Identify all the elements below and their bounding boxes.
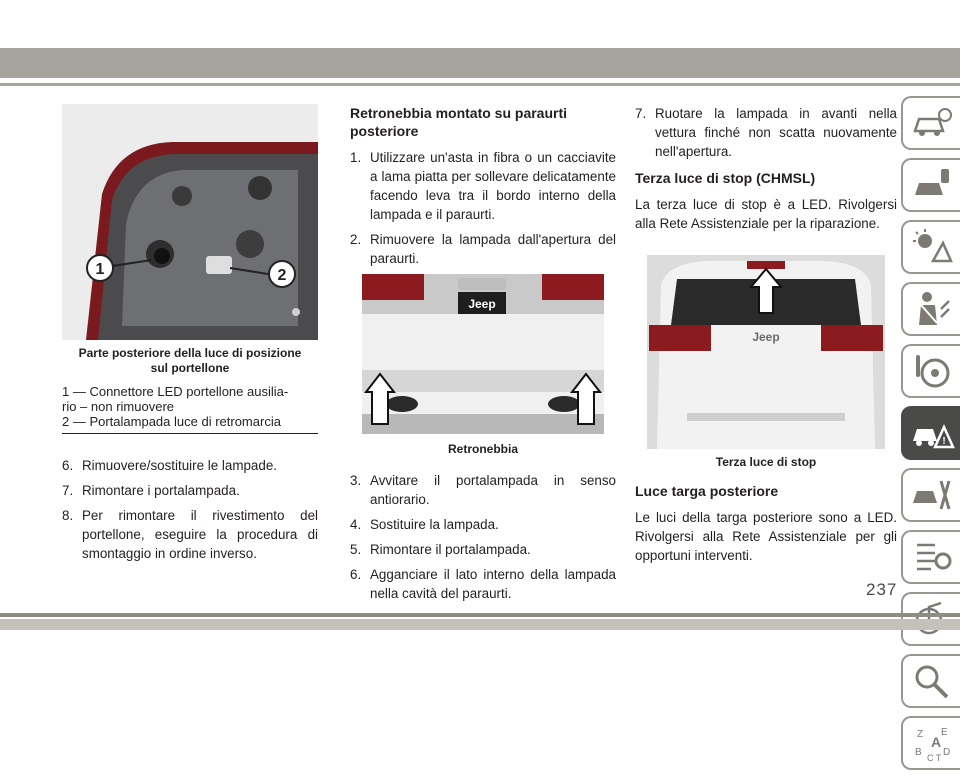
tab-car-info[interactable] bbox=[901, 96, 960, 150]
svg-text:Z: Z bbox=[916, 729, 923, 740]
list-item: 6. Agganciare il lato interno della lampada nella cavità del paraurti. bbox=[350, 567, 616, 601]
figure-tail-lamp-rear bbox=[62, 104, 318, 340]
steps-list-middle-b bbox=[350, 471, 616, 603]
figure-caption: Parte posteriore della luce di posizione sul portellone bbox=[78, 346, 302, 375]
list-item: 8. Per rimontare il rivestimento del portellone, eseguire la procedura di smontaggio in ordine inverso. bbox=[62, 508, 318, 561]
tab-dashboard[interactable] bbox=[901, 220, 960, 274]
list-item: 5. Rimontare il portalampada. bbox=[350, 542, 531, 557]
list-item: 3. Avvitare il portalampada in senso antiorario. bbox=[350, 473, 616, 507]
tab-specifications[interactable] bbox=[901, 530, 960, 584]
steering-wheel-icon bbox=[911, 351, 953, 391]
search-index-icon bbox=[911, 661, 953, 701]
tab-roadside-emergency[interactable] bbox=[901, 406, 960, 460]
paragraph-chmsl: La terza luce di stop è a LED. Rivolgersi alla Rete Assistenziale per la riparazione. bbox=[635, 197, 897, 231]
header-rule bbox=[0, 83, 960, 86]
car-info-icon bbox=[911, 103, 953, 143]
car-key-icon bbox=[911, 165, 953, 205]
svg-text:!: ! bbox=[941, 436, 946, 447]
paragraph-license-lamp: Le luci della targa posteriore sono a LED. Rivolgersi alla Rete Assistenziale per gli opportuni interventi. bbox=[635, 510, 897, 563]
language-index-icon bbox=[911, 723, 953, 763]
list-item: 7. Ruotare la lampada in avanti nella vettura finché non scatta nuovamente nell'apertura. bbox=[635, 106, 897, 159]
svg-text:E: E bbox=[940, 727, 948, 738]
list-item: 4. Sostituire la lampada. bbox=[350, 517, 499, 532]
footer-rule bbox=[0, 613, 960, 617]
car-service-icon bbox=[911, 475, 953, 515]
figure-caption-fog: Retronebbia bbox=[447, 442, 518, 456]
svg-text:B: B bbox=[914, 747, 922, 758]
tab-car-key[interactable] bbox=[901, 158, 960, 212]
figure-legend: 1 — Connettore LED portellone ausilia- rio – non rimuovere 2 — Portalampada luce di retromarcia bbox=[62, 384, 289, 429]
chapter-tabs bbox=[901, 96, 960, 778]
tab-safety[interactable] bbox=[901, 282, 960, 336]
footer-band bbox=[0, 619, 960, 630]
list-item: 2. Rimuovere la lampada dall'apertura del paraurti. bbox=[350, 232, 616, 266]
svg-text:C T: C T bbox=[926, 753, 941, 763]
tab-steering[interactable] bbox=[901, 344, 960, 398]
tail-lamp-illustration bbox=[62, 104, 318, 340]
steps-list-left bbox=[62, 456, 318, 563]
steps-list-right bbox=[635, 104, 897, 161]
jeep-badge-2: Jeep bbox=[752, 330, 780, 344]
page-number: 237 bbox=[866, 580, 898, 599]
figure-caption-chmsl: Terza luce di stop bbox=[715, 455, 817, 469]
specifications-icon bbox=[911, 537, 953, 577]
tab-language-index[interactable] bbox=[901, 716, 960, 770]
svg-text:A: A bbox=[930, 734, 941, 750]
section-heading-license-lamp: Luce targa posteriore bbox=[635, 483, 779, 499]
steps-list-middle-a bbox=[350, 148, 616, 268]
figure-third-brake-light bbox=[647, 255, 885, 449]
section-heading-chmsl: Terza luce di stop (CHMSL) bbox=[635, 170, 816, 186]
figure-rear-fog-lamp bbox=[362, 274, 604, 434]
column-left bbox=[62, 104, 318, 569]
dashboard-warning-icon bbox=[911, 227, 953, 267]
callout-2: 2 bbox=[277, 267, 287, 284]
svg-text:D: D bbox=[942, 747, 950, 758]
list-item: 6. Rimuovere/sostituire le lampade. bbox=[62, 458, 277, 473]
callout-1: 1 bbox=[95, 261, 105, 278]
list-item: 7. Rimontare i portalampada. bbox=[62, 483, 240, 498]
tab-index[interactable] bbox=[901, 654, 960, 708]
column-middle bbox=[350, 104, 616, 609]
tab-service[interactable] bbox=[901, 468, 960, 522]
legend-divider bbox=[62, 433, 318, 434]
liftgate-illustration bbox=[647, 255, 885, 449]
column-right bbox=[635, 104, 897, 565]
jeep-badge: Jeep bbox=[468, 297, 496, 311]
list-item: 1. Utilizzare un'asta in fibra o un cacciavite a lama piatta per sollevare delicatamente facendo leva tra il bordo interno della lampada e il paraurti. bbox=[350, 150, 616, 222]
rear-bumper-illustration bbox=[362, 274, 604, 434]
roadside-emergency-icon bbox=[911, 413, 953, 453]
header-band bbox=[0, 48, 960, 78]
section-heading-fog-lamp: Retronebbia montato su paraurti posteriore bbox=[350, 105, 568, 139]
safety-seatbelt-icon bbox=[911, 289, 953, 329]
